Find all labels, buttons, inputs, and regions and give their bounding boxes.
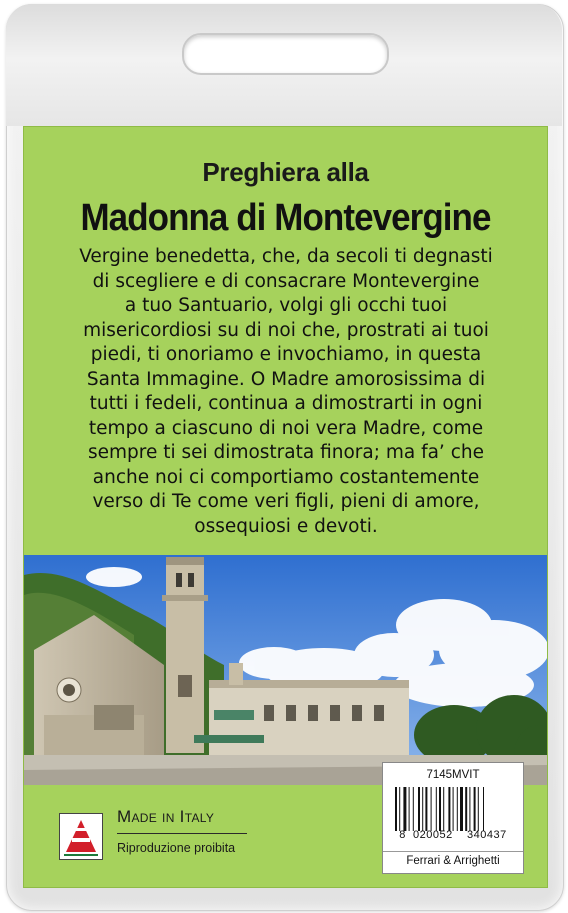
barcode-bar [465,787,467,831]
divider [117,833,247,834]
prayer-line: ossequiosi e devoti. [194,515,378,537]
card-footer [24,769,547,887]
barcode-bar [469,787,470,831]
title-line-2: Madonna di Montevergine [80,197,491,239]
ean-left: 020052 [413,829,453,841]
prayer-line: piedi, ti onoriamo e invochiamo, in questa [90,344,482,365]
barcode-bars [393,787,513,831]
prayer-line: misericordiosi su di noi che, prostrati ai tuoi [83,319,489,341]
prayer-line: verso di Te come veri figli, pieni di amore, [92,491,480,512]
prayer-text [54,245,518,539]
ean-lead: 8 [399,829,406,841]
prayer-line: a tuo Santuario, volgi gli occhi tuoi [124,295,448,316]
title-line-1: Preghiera alla [202,157,369,187]
sku-code: 7145MVIT [426,769,480,781]
barcode-bar [460,787,463,831]
sanctuary-photo [24,555,547,785]
barcode-bar [409,787,410,831]
barcode-bar [483,787,484,831]
prayer-line: anche noi ci comportiamo costantemente [92,466,480,488]
brand-name: Ferrari & Arrighetti [383,851,523,867]
prayer-line: Santa Immagine. O Madre amorosissima di [86,368,486,390]
prayer-line: tempo a ciascuno di noi vera Madre, come [88,417,484,439]
barcode-bar [448,787,450,831]
barcode-bar [418,787,420,831]
barcode-bar [413,787,414,831]
barcode-bar [399,787,400,831]
prayer-card [24,127,547,887]
prayer-line: Vergine benedetta, che, da secoli ti degnasti [79,246,493,267]
hang-hole [182,33,389,75]
barcode-label [382,762,524,874]
barcode-bar [439,787,441,831]
prayer-line: sempre ti sei dimostrata finora; ma fa’ che [88,442,484,463]
barcode-bar [431,787,432,831]
barcode-bar [453,787,454,831]
barcode-bar [395,787,397,831]
prayer-line: tutti i fedeli, continua a dimostrarti in ogni [89,393,483,414]
ean-right: 340437 [466,829,507,841]
barcode-bar [425,787,427,831]
barcode-bar [403,787,406,831]
made-in-italy-label: Made in Italy [117,807,215,826]
barcode-bar [436,787,437,831]
barcode-bar [474,787,476,831]
barcode-bar [457,787,458,831]
barcode-bar [422,787,423,831]
barcode-bar [478,787,479,831]
fa-logo-icon [59,813,103,860]
prayer-line: di scegliere e di consacrare Montevergine [92,270,480,292]
reproduction-notice: Riproduzione proibita [117,841,236,855]
ean-number [383,829,523,841]
barcode-bar [443,787,444,831]
